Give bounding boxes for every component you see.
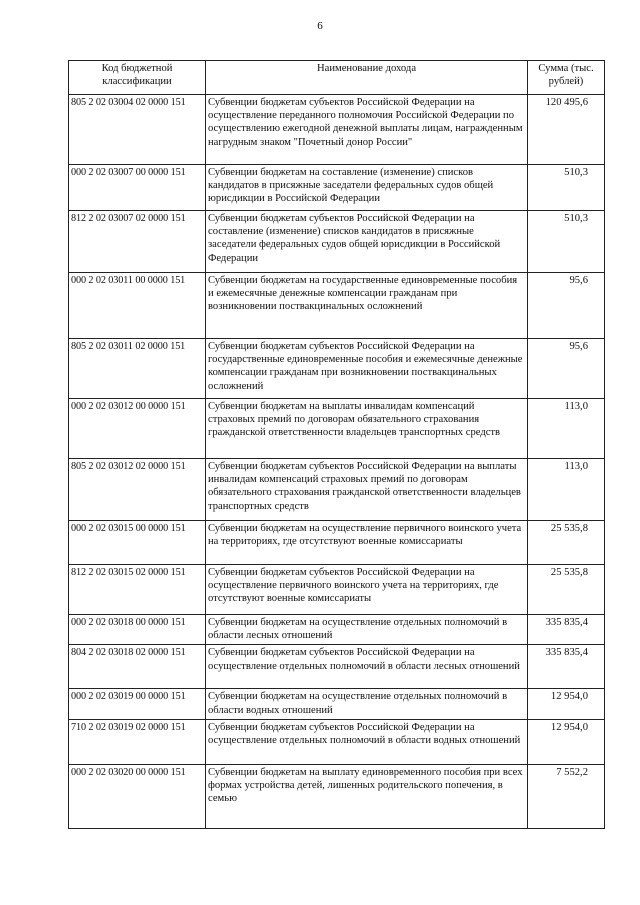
table-row [69,273,605,339]
row-name: Субвенции бюджетам субъектов Российской Федерации на государственные единовременные пособия и ежемесячные денежные компенсации гражданам при возникновении поствакцинальных осложнений [206,339,528,399]
row-name: Субвенции бюджетам на осуществление первичного воинского учета на территориях, где отсутствуют военные комиссариаты [206,521,528,565]
row-sum: 7 552,2 [528,764,605,828]
row-sum: 335 835,4 [528,645,605,689]
row-sum: 95,6 [528,273,605,339]
row-code: 000 2 02 03015 00 0000 151 [69,521,206,565]
row-code: 000 2 02 03019 00 0000 151 [69,689,206,719]
row-name: Субвенции бюджетам на составление (изменение) списков кандидатов в присяжные заседатели федеральных судов общей юрисдикции в Российской Федерации [206,165,528,211]
table-header-row [69,61,605,95]
row-sum: 510,3 [528,211,605,273]
row-name: Субвенции бюджетам субъектов Российской Федерации на осуществление переданного полномочия Российской Федерации по осуществлению ежегодной денежной выплаты лицам, награжденным нагрудным знаком "Почетный донор России" [206,95,528,165]
table-row [69,615,605,645]
row-code: 000 2 02 03012 00 0000 151 [69,399,206,459]
row-name: Субвенции бюджетам субъектов Российской Федерации на составление (изменение) списков кандидатов в присяжные заседатели федеральных судов общей юрисдикции в Российской Федерации [206,211,528,273]
row-code: 710 2 02 03019 02 0000 151 [69,719,206,764]
row-name: Субвенции бюджетам на государственные единовременные пособия и ежемесячные денежные компенсации гражданам при возникновении поствакцинальных осложнений [206,273,528,339]
table-row [69,645,605,689]
row-name: Субвенции бюджетам субъектов Российской Федерации на осуществление первичного воинского учета на территориях, где отсутствуют военные комиссариаты [206,565,528,615]
page-number: 6 [317,20,323,32]
row-name: Субвенции бюджетам на выплату единовременного пособия при всех формах устройства детей, лишенных родительского попечения, в семью [206,764,528,828]
header-name: Наименование дохода [206,61,528,95]
header-sum: Сумма (тыс. рублей) [528,61,605,95]
row-sum: 120 495,6 [528,95,605,165]
table-row [69,521,605,565]
table-row [69,719,605,764]
table-row [69,95,605,165]
row-name: Субвенции бюджетам на осуществление отдельных полномочий в области лесных отношений [206,615,528,645]
row-name: Субвенции бюджетам субъектов Российской Федерации на осуществление отдельных полномочий в области лесных отношений [206,645,528,689]
row-code: 000 2 02 03011 00 0000 151 [69,273,206,339]
table-row [69,211,605,273]
row-sum: 12 954,0 [528,719,605,764]
table-row [69,459,605,521]
row-code: 805 2 02 03012 02 0000 151 [69,459,206,521]
row-code: 000 2 02 03007 00 0000 151 [69,165,206,211]
row-sum: 113,0 [528,399,605,459]
row-name: Субвенции бюджетам субъектов Российской Федерации на выплаты инвалидам компенсаций страховых премий по договорам обязательного страхования гражданской ответственности владельцев транспортных средств [206,459,528,521]
header-code: Код бюджетной классификации [69,61,206,95]
row-name: Субвенции бюджетам на выплаты инвалидам компенсаций страховых премий по договорам обязательного страхования гражданской ответственности владельцев транспортных средств [206,399,528,459]
row-code: 805 2 02 03011 02 0000 151 [69,339,206,399]
row-name: Субвенции бюджетам субъектов Российской Федерации на осуществление отдельных полномочий в области водных отношений [206,719,528,764]
row-sum: 25 535,8 [528,565,605,615]
row-sum: 95,6 [528,339,605,399]
row-code: 000 2 02 03020 00 0000 151 [69,764,206,828]
table-row [69,399,605,459]
table-row [69,689,605,719]
revenue-table [68,60,605,829]
row-sum: 12 954,0 [528,689,605,719]
table-row [69,764,605,828]
row-code: 812 2 02 03015 02 0000 151 [69,565,206,615]
row-code: 000 2 02 03018 00 0000 151 [69,615,206,645]
table-row [69,339,605,399]
row-code: 812 2 02 03007 02 0000 151 [69,211,206,273]
row-sum: 25 535,8 [528,521,605,565]
table-row [69,165,605,211]
row-code: 805 2 02 03004 02 0000 151 [69,95,206,165]
table-row [69,565,605,615]
row-name: Субвенции бюджетам на осуществление отдельных полномочий в области водных отношений [206,689,528,719]
row-sum: 113,0 [528,459,605,521]
row-code: 804 2 02 03018 02 0000 151 [69,645,206,689]
row-sum: 335 835,4 [528,615,605,645]
row-sum: 510,3 [528,165,605,211]
